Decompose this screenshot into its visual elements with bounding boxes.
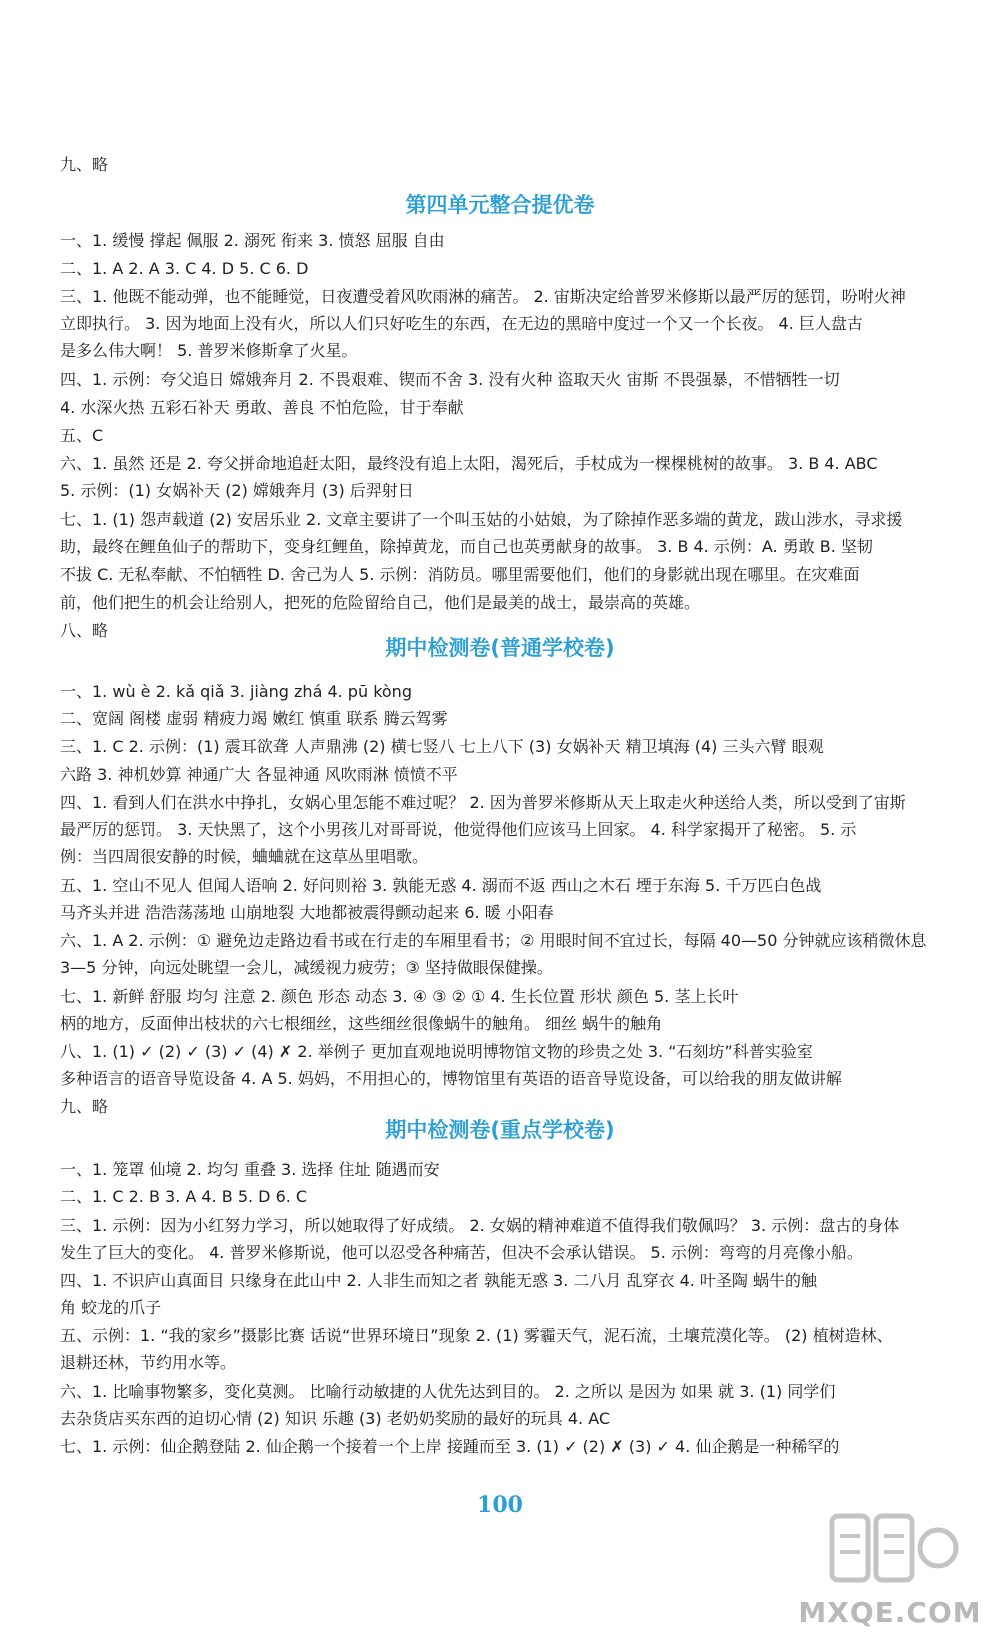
answer-line: 助，最终在鲤鱼仙子的帮助下，变身红鲤鱼，除掉黄龙，而自己也英勇献身的故事。 3. B 4. 示例：A. 勇敢 B. 坚韧 [60, 537, 873, 556]
answer-line: 二、1. C 2. B 3. A 4. B 5. D 6. C [60, 1187, 308, 1206]
answer-line: 立即执行。 3. 因为地面上没有火，所以人们只好吃生的东西，在无边的黑暗中度过一个又一个长夜。 4. 巨人盘古 [60, 314, 863, 333]
answer-line: 四、1. 不识庐山真面目 只缘身在此山中 2. 人非生而知之者 孰能无惑 3. 二八月 乱穿衣 4. 叶圣陶 蜗牛的触 [60, 1271, 818, 1290]
answer-line: 三、1. 示例：因为小红努力学习，所以她取得了好成绩。 2. 女娲的精神难道不值得我们敬佩吗？ 3. 示例：盘古的身体 [60, 1216, 900, 1235]
answer-line: 是多么伟大啊！ 5. 普罗米修斯拿了火星。 [60, 341, 358, 360]
answer-line: 三、1. 他既不能动弹，也不能睡觉，日夜遭受着风吹雨淋的痛苦。 2. 宙斯决定给普罗米修斯以最严厉的惩罚，吩咐火神 [60, 287, 906, 306]
answer-line: 发生了巨大的变化。 4. 普罗米修斯说，他可以忍受各种痛苦，但决不会承认错误。 5. 示例：弯弯的月亮像小船。 [60, 1243, 863, 1262]
section-title: 期中检测卷(普通学校卷) [385, 636, 615, 660]
answer-line: 一、1. 笼罩 仙境 2. 均匀 重叠 3. 选择 住址 随遇而安 [60, 1160, 440, 1179]
answer-line: 4. 水深火热 五彩石补天 勇敢、善良 不怕危险，甘于奉献 [60, 398, 464, 417]
answer-line: 九、略 [60, 1097, 109, 1116]
answer-line: 七、1. (1) 怨声载道 (2) 安居乐业 2. 文章主要讲了一个叫玉姑的小姑娘，为了除掉作恶多端的黄龙，跋山涉水，寻求援 [60, 510, 903, 529]
answer-line: 八、1. (1) ✓ (2) ✓ (3) ✓ (4) ✗ 2. 举例子 更加直观地说明博物馆文物的珍贵之处 3. “石刻坊”科普实验室 [60, 1042, 813, 1061]
answer-line: 六、1. A 2. 示例：① 避免边走路边看书或在行走的车厢里看书；② 用眼时间不宜过长，每隔 40—50 分钟就应该稍微休息 [60, 931, 927, 950]
answer-line: 马齐头并进 浩浩荡荡地 山崩地裂 大地都被震得颤动起来 6. 暖 小阳春 [60, 903, 554, 922]
answer-line: 一、1. wù è 2. kǎ qiǎ 3. jiàng zhá 4. pū kòng [60, 682, 412, 701]
watermark-logo-icon [828, 1506, 960, 1590]
answer-line: 角 蛟龙的爪子 [60, 1298, 162, 1317]
section-title: 第四单元整合提优卷 [405, 193, 595, 217]
answer-line: 七、1. 新鲜 舒服 均匀 注意 2. 颜色 形态 动态 3. ④ ③ ② ① 4. 生长位置 形状 颜色 5. 茎上长叶 [60, 987, 739, 1006]
answer-line: 二、宽阔 阁楼 虚弱 精疲力竭 嫩红 慎重 联系 腾云驾雾 [60, 709, 448, 728]
answer-line: 三、1. C 2. 示例：(1) 震耳欲聋 人声鼎沸 (2) 横七竖八 七上八下 (3) 女娲补天 精卫填海 (4) 三头六臂 眼观 [60, 737, 824, 756]
answer-line: 四、1. 示例：夸父追日 嫦娥奔月 2. 不畏艰难、锲而不舍 3. 没有火种 盗取天火 宙斯 不畏强暴，不惜牺牲一切 [60, 370, 840, 389]
answer-line: 3—5 分钟，向远处眺望一会儿，减缓视力疲劳；③ 坚持做眼保健操。 [60, 958, 553, 977]
answer-line: 七、1. 示例：仙企鹅登陆 2. 仙企鹅一个接着一个上岸 接踵而至 3. (1) ✓ (2) ✗ (3) ✓ 4. 仙企鹅是一种稀罕的 [60, 1437, 840, 1456]
answer-line: 前，他们把生的机会让给别人，把死的危险留给自己，他们是最美的战士，最崇高的英雄。 [60, 593, 701, 612]
watermark [790, 1500, 990, 1648]
answer-line: 多种语言的语音导览设备 4. A 5. 妈妈，不用担心的，博物馆里有英语的语音导览设备，可以给我的朋友做讲解 [60, 1069, 842, 1088]
answer-line: 例：当四周很安静的时候，蛐蛐就在这草丛里唱歌。 [60, 847, 429, 866]
section-title: 期中检测卷(重点学校卷) [385, 1118, 615, 1142]
answer-line: 六、1. 比喻事物繁多，变化莫测。 比喻行动敏捷的人优先达到目的。 2. 之所以 是因为 如果 就 3. (1) 同学们 [60, 1382, 836, 1401]
answer-line: 最严厉的惩罚。 3. 天快黑了，这个小男孩儿对哥哥说，他觉得他们应该马上回家。 4. 科学家揭开了秘密。 5. 示 [60, 820, 857, 839]
answer-line: 八、略 [60, 621, 109, 640]
answer-line: 去杂货店买东西的迫切心情 (2) 知识 乐趣 (3) 老奶奶奖励的最好的玩具 4. AC [60, 1409, 611, 1428]
answer-line: 六、1. 虽然 还是 2. 夸父拼命地追赶太阳，最终没有追上太阳，渴死后，手杖成为一棵棵桃树的故事。 3. B 4. ABC [60, 454, 878, 473]
answer-line: 不拔 C. 无私奉献、不怕牺牲 D. 舍己为人 5. 示例：消防员。哪里需要他们，他们的身影就出现在哪里。在灾难面 [60, 565, 860, 584]
answer-line: 五、C [60, 426, 104, 445]
answer-line: 五、1. 空山不见人 但闻人语响 2. 好问则裕 3. 孰能无惑 4. 溺而不返 西山之木石 堙于东海 5. 千万匹白色战 [60, 876, 822, 895]
watermark-text: MXQE.COM [798, 1596, 982, 1629]
answer-line: 一、1. 缓慢 撑起 佩服 2. 溺死 衔来 3. 愤怒 屈服 自由 [60, 231, 445, 250]
answer-line: 5. 示例：(1) 女娲补天 (2) 嫦娥奔月 (3) 后羿射日 [60, 481, 414, 500]
answer-line: 四、1. 看到人们在洪水中挣扎，女娲心里怎能不难过呢？ 2. 因为普罗米修斯从天上取走火种送给人类，所以受到了宙斯 [60, 793, 906, 812]
answer-line: 五、示例：1. “我的家乡”摄影比赛 话说“世界环境日”现象 2. (1) 雾霾天气，泥石流，土壤荒漠化等。 (2) 植树造林、 [60, 1326, 893, 1345]
answer-line: 退耕还林，节约用水等。 [60, 1353, 237, 1372]
answer-line: 柄的地方，反面伸出枝状的六七根细丝，这些细丝很像蜗牛的触角。 细丝 蜗牛的触角 [60, 1014, 663, 1033]
answer-line: 六路 3. 神机妙算 神通广大 各显神通 风吹雨淋 愤愤不平 [60, 765, 458, 784]
answer-line: 二、1. A 2. A 3. C 4. D 5. C 6. D [60, 259, 309, 278]
page-number: 100 [477, 1492, 523, 1518]
answer-line: 九、略 [60, 155, 109, 174]
